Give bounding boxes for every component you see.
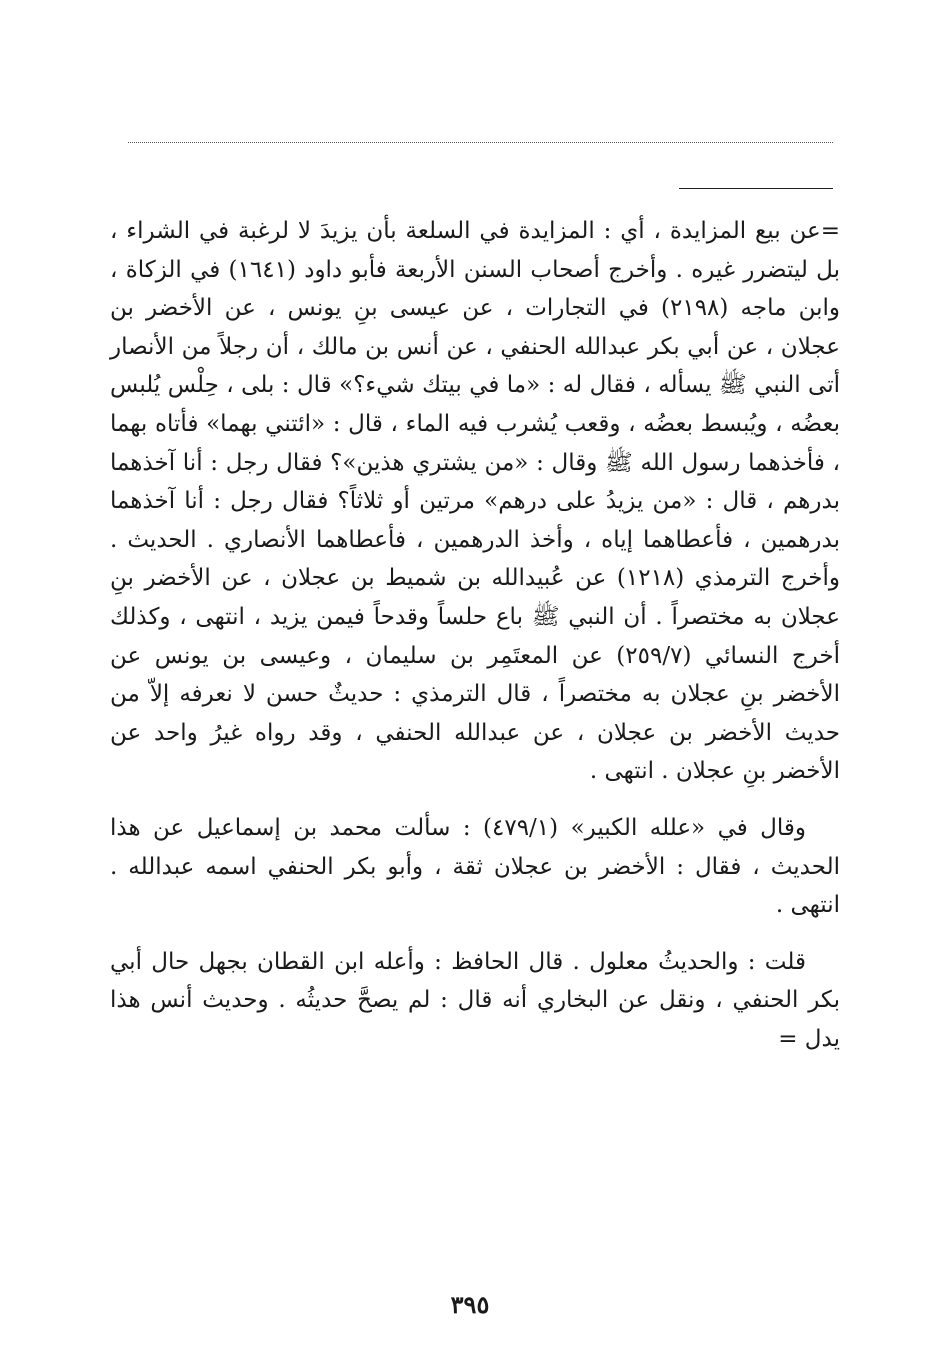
footnote-separator-rule — [679, 188, 833, 189]
paragraph-2: وقال في «علله الكبير» (٤٧٩/١) : سألت محمد بن إسماعيل عن هذا الحديث ، فقال : الأخضر بن عجلان ثقة ، وأبو بكر الحنفي اسمه عبدالله . انتهى . — [110, 814, 840, 919]
page-number: ٣٩٥ — [450, 1290, 490, 1319]
header-dotted-rule — [128, 142, 833, 143]
paragraph-3: قلت : والحديثُ معلول . قال الحافظ : وأعله ابن القطان بجهل حال أبي بكر الحنفي ، ونقل عن البخاري أنه قال : لم يصحَّ حديثُه . وحديث أنس هذا يدل = — [110, 948, 840, 1052]
paragraph-1: =عن بيع المزايدة ، أي : المزايدة في السلعة بأن يزيدَ لا لرغبة في الشراء ، بل ليتضرر غيره . وأخرج أصحاب السنن الأربعة فأبو داود (١٦٤١) في الزكاة ، وابن ماجه (٢١٩٨) في التجارات ، عن عيسى بنِ يونس ، عن الأخضر بن عجلان ، عن أبي بكر عبدالله الحنفي ، عن أنس بن مالك ، أن رجلاً من الأنصار أتى النبي ﷺ يسأله ، فقال له : «ما في بيتك شيء؟» قال : بلى ، حِلْس يُلبس بعضُه ، ويُبسط بعضُه ، وقعب يُشرب فيه الماء ، قال : «ائتني بهما» فأتاه بهما ، فأخذهما رسول الله ﷺ وقال : «من يشتري هذين»؟ فقال رجل : أنا آخذهما بدرهم ، قال : «من يزيدُ على درهم» مرتين أو ثلاثاً؟ فقال رجل : أنا آخذهما بدرهمين ، فأعطاهما إياه ، وأخذ الدرهمين ، فأعطاهما الأنصاري . الحديث . وأخرج الترمذي (١٢١٨) عن عُبيدالله بن شميط بن عجلان ، عن الأخضر بنِ عجلان به مختصراً . أن النبي ﷺ باع حلساً وقدحاً فيمن يزيد ، انتهى ، وكذلك أخرج النسائي (٢٥٩/٧) عن المعتَمِر بن سليمان ، وعيسى بن يونس عن الأخضر بنِ عجلان به مختصراً ، قال الترمذي : حديثٌ حسن لا نعرفه إلاّ من حديث الأخضر بن عجلان ، عن عبدالله الحنفي ، وقد رواه غيرُ واحد عن الأخضر بنِ عجلان . انتهى . — [110, 218, 841, 785]
footnote-text-block — [110, 212, 840, 1058]
